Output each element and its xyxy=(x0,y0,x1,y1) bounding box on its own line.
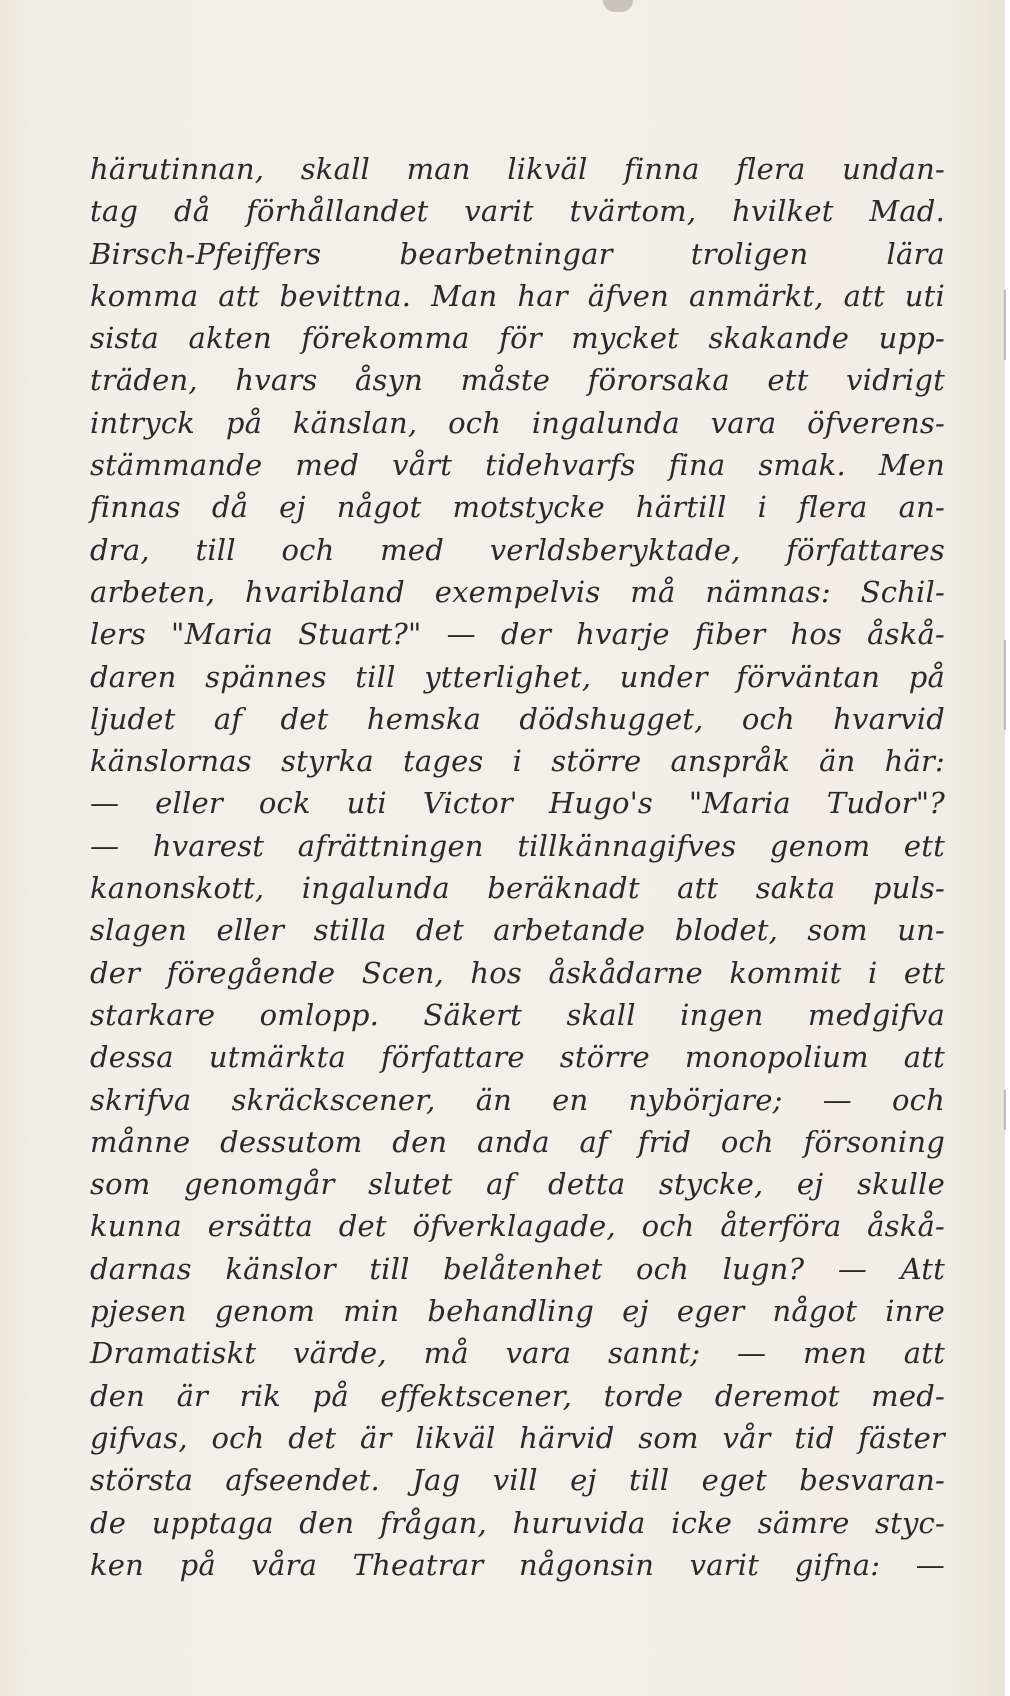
body-text xyxy=(90,148,945,1586)
text-line: Dramatiskt värde, må vara sannt; — men att xyxy=(90,1336,945,1371)
text-line: som genomgår slutet af detta stycke, ej skulle xyxy=(90,1167,945,1202)
text-line: finnas då ej något motstycke härtill i flera an- xyxy=(90,490,945,525)
text-line: härutinnan, skall man likväl finna flera undan- xyxy=(90,152,945,186)
text-line: slagen eller stilla det arbetande blodet, som un- xyxy=(90,913,945,948)
text-line: de upptaga den frågan, huruvida icke sämre styc- xyxy=(90,1505,945,1540)
text-line: den är rik på effektscener, torde deremot med- xyxy=(90,1378,945,1413)
page-top-mark xyxy=(603,0,633,12)
text-line: pjesen genom min behandling ej eger något inre xyxy=(90,1294,945,1329)
text-line: tag då förhållandet varit tvärtom, hvilket Mad. xyxy=(90,194,945,229)
text-line: — hvarest afrättningen tillkännagifves genom ett xyxy=(90,828,945,863)
text-line: kanonskott, ingalunda beräknadt att sakta puls- xyxy=(90,871,945,906)
text-line: kunna ersätta det öfverklagade, och återföra åskå- xyxy=(90,1209,945,1244)
text-line: sista akten förekomma för mycket skakande upp- xyxy=(90,321,945,356)
text-line: komma att bevittna. Man har äfven anmärkt, att uti xyxy=(90,278,945,313)
text-line: känslornas styrka tages i större anspråk än här: xyxy=(90,744,945,779)
margin-tick xyxy=(1004,290,1006,360)
text-line: gifvas, och det är likväl härvid som vår tid fäster xyxy=(90,1420,945,1455)
text-line: stämmande med vårt tidehvarfs fina smak. Men xyxy=(90,448,945,483)
margin-tick xyxy=(1004,1090,1006,1130)
text-line: lers "Maria Stuart?" — der hvarje fiber hos åskå- xyxy=(90,617,945,652)
text-line: ljudet af det hemska dödshugget, och hvarvid xyxy=(90,701,945,736)
margin-tick xyxy=(1004,640,1006,730)
text-line: ken på våra Theatrar någonsin varit gifna: — xyxy=(90,1547,945,1582)
text-line: starkare omlopp. Säkert skall ingen medgifva xyxy=(90,997,945,1032)
text-line: der föregående Scen, hos åskådarne kommit i ett xyxy=(90,955,945,990)
text-line: skrifva skräckscener, än en nybörjare; — och xyxy=(90,1082,945,1117)
text-line: dessa utmärkta författare större monopolium att xyxy=(90,1040,945,1075)
text-line: — eller ock uti Victor Hugo's "Maria Tudor"? xyxy=(90,786,945,821)
text-line: arbeten, hvaribland exempelvis må nämnas: Schil- xyxy=(90,574,945,609)
text-line: månne dessutom den anda af frid och försoning xyxy=(90,1124,945,1159)
text-line: daren spännes till ytterlighet, under förväntan på xyxy=(90,659,945,694)
text-line: darnas känslor till belåtenhet och lugn? — Att xyxy=(90,1251,945,1286)
text-line: intryck på känslan, och ingalunda vara öfverens- xyxy=(90,405,945,440)
text-line: dra, till och med verldsberyktade, författares xyxy=(90,532,945,567)
text-line: träden, hvars åsyn måste förorsaka ett vidrigt xyxy=(90,363,945,398)
text-line: Birsch-Pfeiffers bearbetningar troligen lära xyxy=(90,236,945,271)
text-line: största afseendet. Jag vill ej till eget besvaran- xyxy=(90,1463,945,1498)
